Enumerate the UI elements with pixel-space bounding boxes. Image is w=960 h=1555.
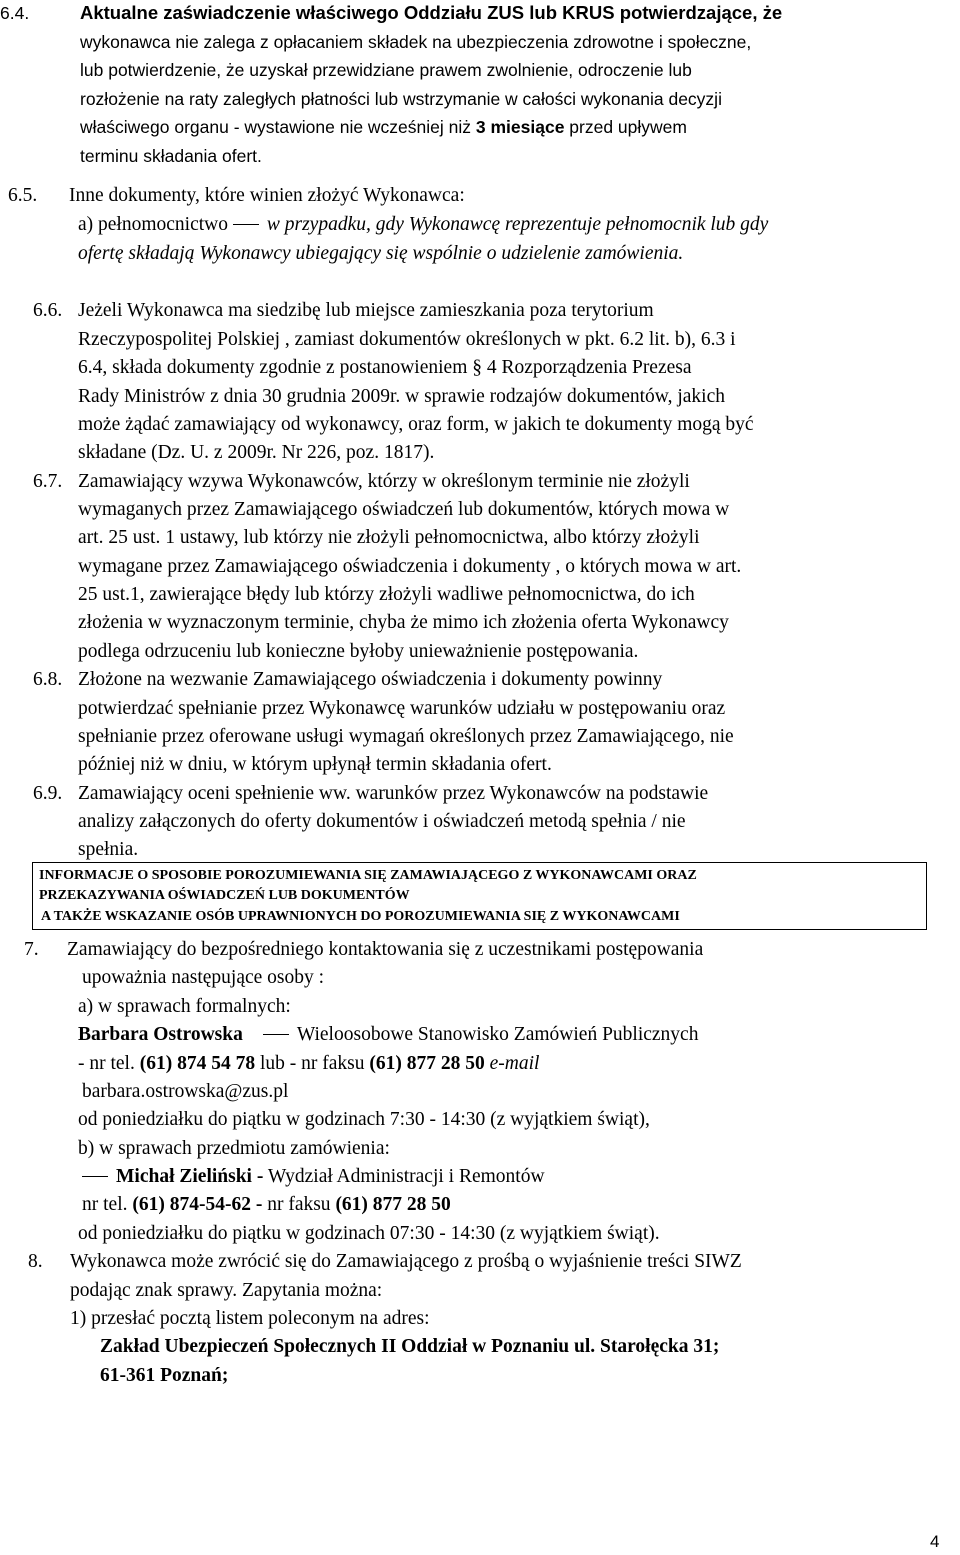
s66-line-1: Jeżeli Wykonawca ma siedzibę lub miejsce zamieszkania poza terytorium <box>78 300 654 321</box>
s69-line-3: spełnia. <box>78 839 139 860</box>
s64-line-5c: przed upływem <box>564 117 687 137</box>
contact-2-phone: (61) 874-54-62 - <box>132 1194 263 1215</box>
s7-line-2: upoważnia następujące osoby : <box>82 967 325 988</box>
box-heading-line-3: A TAKŻE WSKAZANIE OSÓB UPRAWNIONYCH DO POROZUMIEWANIA SIĘ Z WYKONAWCAMI <box>41 909 680 924</box>
contact-2-fax-prefix: nr faksu <box>262 1194 336 1215</box>
s69-line-1: Zamawiający oceni spełnienie ww. warunków przez Wykonawców na podstawie <box>78 783 709 804</box>
box-heading-line-2: PRZEKAZYWANIA OŚWIADCZEŃ LUB DOKUMENTÓW <box>39 888 410 903</box>
contact-2-phone-prefix: nr tel. <box>82 1194 133 1215</box>
s64-line-6: terminu składania ofert. <box>80 146 262 166</box>
s64-line-3: lub potwierdzenie, że uzyskał przewidziane prawem zwolnienie, odroczenie lub <box>80 60 692 80</box>
s66-line-3: 6.4, składa dokumenty zgodnie z postanowieniem § 4 Rozporządzenia Prezesa <box>78 357 692 378</box>
s66-line-6: składane (Dz. U. z 2009r. Nr 226, poz. 1817). <box>78 442 435 463</box>
contact-1-hours: od poniedziałku do piątku w godzinach 7:30 - 14:30 (z wyjątkiem świąt), <box>78 1109 650 1130</box>
s66-line-2: Rzeczypospolitej Polskiej , zamiast dokumentów określonych w pkt. 6.2 lit. b), 6.3 i <box>78 329 736 350</box>
s68-line-1: Złożone na wezwanie Zamawiającego oświadczenia i dokumenty powinny <box>78 669 663 690</box>
s7-line-1: Zamawiający do bezpośredniego kontaktowania się z uczestnikami postępowania <box>67 939 704 960</box>
s65-line-3: ofertę składają Wykonawcy ubiegający się wspólnie o udzielenie zamówienia. <box>78 243 684 264</box>
contact-1-line <box>78 1023 698 1047</box>
contact-1-fax: (61) 877 28 50 <box>369 1053 485 1074</box>
s69-line-2: analizy załączonych do oferty dokumentów i oświadczeń metodą spełnia / nie <box>78 811 686 832</box>
s67-line-4: wymagane przez Zamawiającego oświadczenia i dokumenty , o których mowa w art. <box>78 556 742 577</box>
s7-line-3: a) w sprawach formalnych: <box>78 996 291 1017</box>
s67-line-2: wymaganych przez Zamawiającego oświadczeń lub dokumentów, których mowa w <box>78 499 730 520</box>
contact-1-phone-prefix: - nr tel. <box>78 1053 140 1074</box>
contact-1-phone-line <box>78 1052 539 1076</box>
s64-line-4: rozłożenie na raty zaległych płatności lub wstrzymanie w całości wykonania decyzji <box>80 89 722 109</box>
s8-line-1: Wykonawca może zwrócić się do Zamawiającego z prośbą o wyjaśnienie treści SIWZ <box>70 1251 742 1272</box>
s7-line-b: b) w sprawach przedmiotu zamówienia: <box>78 1138 390 1159</box>
s64-deadline: 3 miesiące <box>475 117 565 137</box>
s8-line-3: 1) przesłać pocztą listem poleconym na adres: <box>70 1308 430 1329</box>
s64-line-2: wykonawca nie zalega z opłacaniem składek na ubezpieczenia zdrowotne i społeczne, <box>80 32 752 52</box>
contact-2-role: Wydział Administracji i Remontów <box>263 1166 545 1187</box>
section-number-6-9: 6.9. <box>33 783 63 804</box>
s64-line-5 <box>80 115 687 139</box>
s66-line-4: Rady Ministrów z dnia 30 grudnia 2009r. w sprawie rodzajów dokumentów, jakich <box>78 386 725 407</box>
section-number-6-8: 6.8. <box>33 669 63 690</box>
dash-separator <box>263 1034 289 1035</box>
contact-2-phone-line <box>82 1193 451 1217</box>
dash-separator <box>233 224 259 225</box>
s67-line-5: 25 ust.1, zawierające błędy lub którzy złożyli wadliwe pełnomocnictwa, do ich <box>78 584 695 605</box>
s67-line-3: art. 25 ust. 1 ustawy, lub którzy nie złożyli pełnomocnictwa, albo którzy złożyli <box>78 527 700 548</box>
dash-separator <box>82 1176 108 1177</box>
s68-line-2: potwierdzać spełnianie przez Wykonawcę warunków udziału w postępowaniu oraz <box>78 698 726 719</box>
contact-2-hours: od poniedziałku do piątku w godzinach 07:30 - 14:30 (z wyjątkiem świąt). <box>78 1223 660 1244</box>
section-number-6-6: 6.6. <box>33 300 63 321</box>
section-number-6-4: 6.4. <box>0 3 30 23</box>
section-heading-box <box>32 862 927 930</box>
contact-1-email[interactable]: barbara.ostrowska@zus.pl <box>82 1081 289 1102</box>
section-number-7: 7. <box>24 939 39 960</box>
s65-line-2a: a) pełnomocnictwo <box>78 214 233 235</box>
contact-1-name: Barbara Ostrowska <box>78 1024 243 1045</box>
s65-line-1: Inne dokumenty, które winien złożyć Wykonawca: <box>69 185 465 206</box>
s8-line-2: podając znak sprawy. Zapytania można: <box>70 1280 383 1301</box>
contact-1-role: Wieloosobowe Stanowisko Zamówień Publicznych <box>296 1024 699 1045</box>
s68-line-4: później niż w dniu, w którym upłynął termin składania ofert. <box>78 754 552 775</box>
contact-2-line <box>82 1165 545 1189</box>
contact-2-name: Michał Zieliński - <box>116 1166 264 1187</box>
s67-line-7: podlega odrzuceniu lub konieczne byłoby unieważnienie postępowania. <box>78 641 639 662</box>
contact-1-email-label: e-mail <box>489 1053 540 1074</box>
address-line-2: 61-361 Poznań; <box>100 1365 229 1386</box>
section-number-8: 8. <box>28 1251 43 1272</box>
contact-1-fax-prefix: lub - nr faksu <box>255 1053 370 1074</box>
address-line-1: Zakład Ubezpieczeń Społecznych II Oddział w Poznaniu ul. Starołęcka 31; <box>100 1336 720 1357</box>
page-number: 4 <box>930 1532 940 1551</box>
s66-line-5: może żądać zamawiający od wykonawcy, oraz form, w jakich te dokumenty mogą być <box>78 414 754 435</box>
section-number-6-7: 6.7. <box>33 471 63 492</box>
contact-2-fax: (61) 877 28 50 <box>335 1194 451 1215</box>
s68-line-3: spełnianie przez oferowane usługi wymagań określonych przez Zamawiającego, nie <box>78 726 734 747</box>
s67-line-1: Zamawiający wzywa Wykonawców, którzy w określonym terminie nie złożyli <box>78 471 690 492</box>
section-number-6-5: 6.5. <box>8 185 38 206</box>
s67-line-6: złożenia w wyznaczonym terminie, chyba że mimo ich złożenia oferta Wykonawcy <box>78 612 729 633</box>
box-heading-line-1: INFORMACJE O SPOSOBIE POROZUMIEWANIA SIĘ ZAMAWIAJĄCEGO Z WYKONAWCAMI ORAZ <box>39 868 697 883</box>
s65-line-2 <box>78 213 768 237</box>
s65-line-2b: w przypadku, gdy Wykonawcę reprezentuje pełnomocnik lub gdy <box>266 214 769 235</box>
s64-line-5a: właściwego organu - wystawione nie wcześniej niż <box>80 117 476 137</box>
contact-1-phone: (61) 874 54 78 <box>139 1053 256 1074</box>
s64-line-1: Aktualne zaświadczenie właściwego Oddziału ZUS lub KRUS potwierdzające, że <box>80 2 783 23</box>
